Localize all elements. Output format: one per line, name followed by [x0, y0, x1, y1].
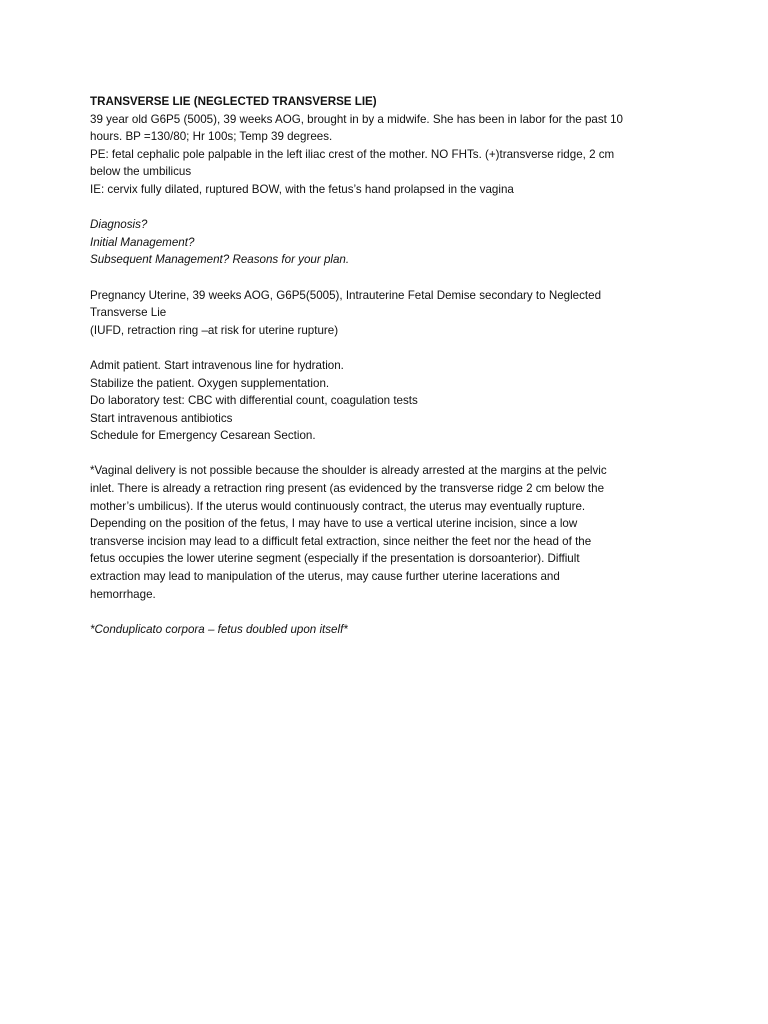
question-line: Subsequent Management? Reasons for your plan. [90, 253, 350, 267]
rationale-line: Depending on the position of the fetus, I may have to use a vertical uterine incision, since a low [90, 517, 578, 531]
paragraph-gap [90, 603, 690, 621]
management-line: Admit patient. Start intravenous line for hydration. [90, 358, 344, 372]
diagnosis-section [90, 287, 690, 340]
presentation-line: hours. BP =130/80; Hr 100s; Temp 39 degrees. [90, 130, 333, 144]
management-line: Do laboratory test: CBC with differential count, coagulation tests [90, 394, 418, 408]
rationale-section [90, 462, 690, 603]
presentation-line: below the umbilicus [90, 165, 192, 179]
paragraph-gap [90, 199, 690, 217]
footnote-section [90, 621, 690, 639]
paragraph-gap [90, 339, 690, 357]
case-section [90, 93, 690, 199]
document-body [90, 93, 690, 638]
paragraph-gap [90, 445, 690, 463]
case-title: TRANSVERSE LIE (NEGLECTED TRANSVERSE LIE) [90, 95, 377, 108]
rationale-line: inlet. There is already a retraction ring present (as evidenced by the transverse ridge 2 cm below the [90, 482, 605, 496]
rationale-line: fetus occupies the lower uterine segment (especially if the presentation is dorsoanterior). Diffiult [90, 552, 580, 566]
rationale-line: transverse incision may lead to a difficult fetal extraction, since neither the feet nor the head of the [90, 534, 592, 548]
diagnosis-line: (IUFD, retraction ring –at risk for uterine rupture) [90, 323, 339, 337]
questions-section [90, 216, 690, 269]
rationale-line: mother’s umbilicus). If the uterus would continuously contract, the uterus may eventually rupture. [90, 499, 586, 513]
presentation-line: 39 year old G6P5 (5005), 39 weeks AOG, brought in by a midwife. She has been in labor for the past 10 [90, 112, 623, 126]
management-line: Start intravenous antibiotics [90, 411, 233, 425]
question-line: Diagnosis? [90, 218, 148, 232]
presentation-line: IE: cervix fully dilated, ruptured BOW, with the fetus’s hand prolapsed in the vagina [90, 182, 514, 196]
question-line: Initial Management? [90, 235, 195, 249]
management-line: Stabilize the patient. Oxygen supplementation. [90, 376, 330, 390]
rationale-line: *Vaginal delivery is not possible because the shoulder is already arrested at the margins at the pelvic [90, 464, 607, 478]
rationale-line: extraction may lead to manipulation of the uterus, may cause further uterine lacerations and [90, 570, 560, 584]
paragraph-gap [90, 269, 690, 287]
presentation-line: PE: fetal cephalic pole palpable in the left iliac crest of the mother. NO FHTs. (+)transverse ridge, 2 cm [90, 147, 615, 161]
management-section [90, 357, 690, 445]
management-line: Schedule for Emergency Cesarean Section. [90, 429, 316, 443]
rationale-line: hemorrhage. [90, 587, 156, 601]
footnote-line: *Conduplicato corpora – fetus doubled upon itself* [90, 622, 348, 636]
diagnosis-line: Pregnancy Uterine, 39 weeks AOG, G6P5(5005), Intrauterine Fetal Demise secondary to Neglected [90, 288, 602, 302]
diagnosis-line: Transverse Lie [90, 306, 167, 320]
